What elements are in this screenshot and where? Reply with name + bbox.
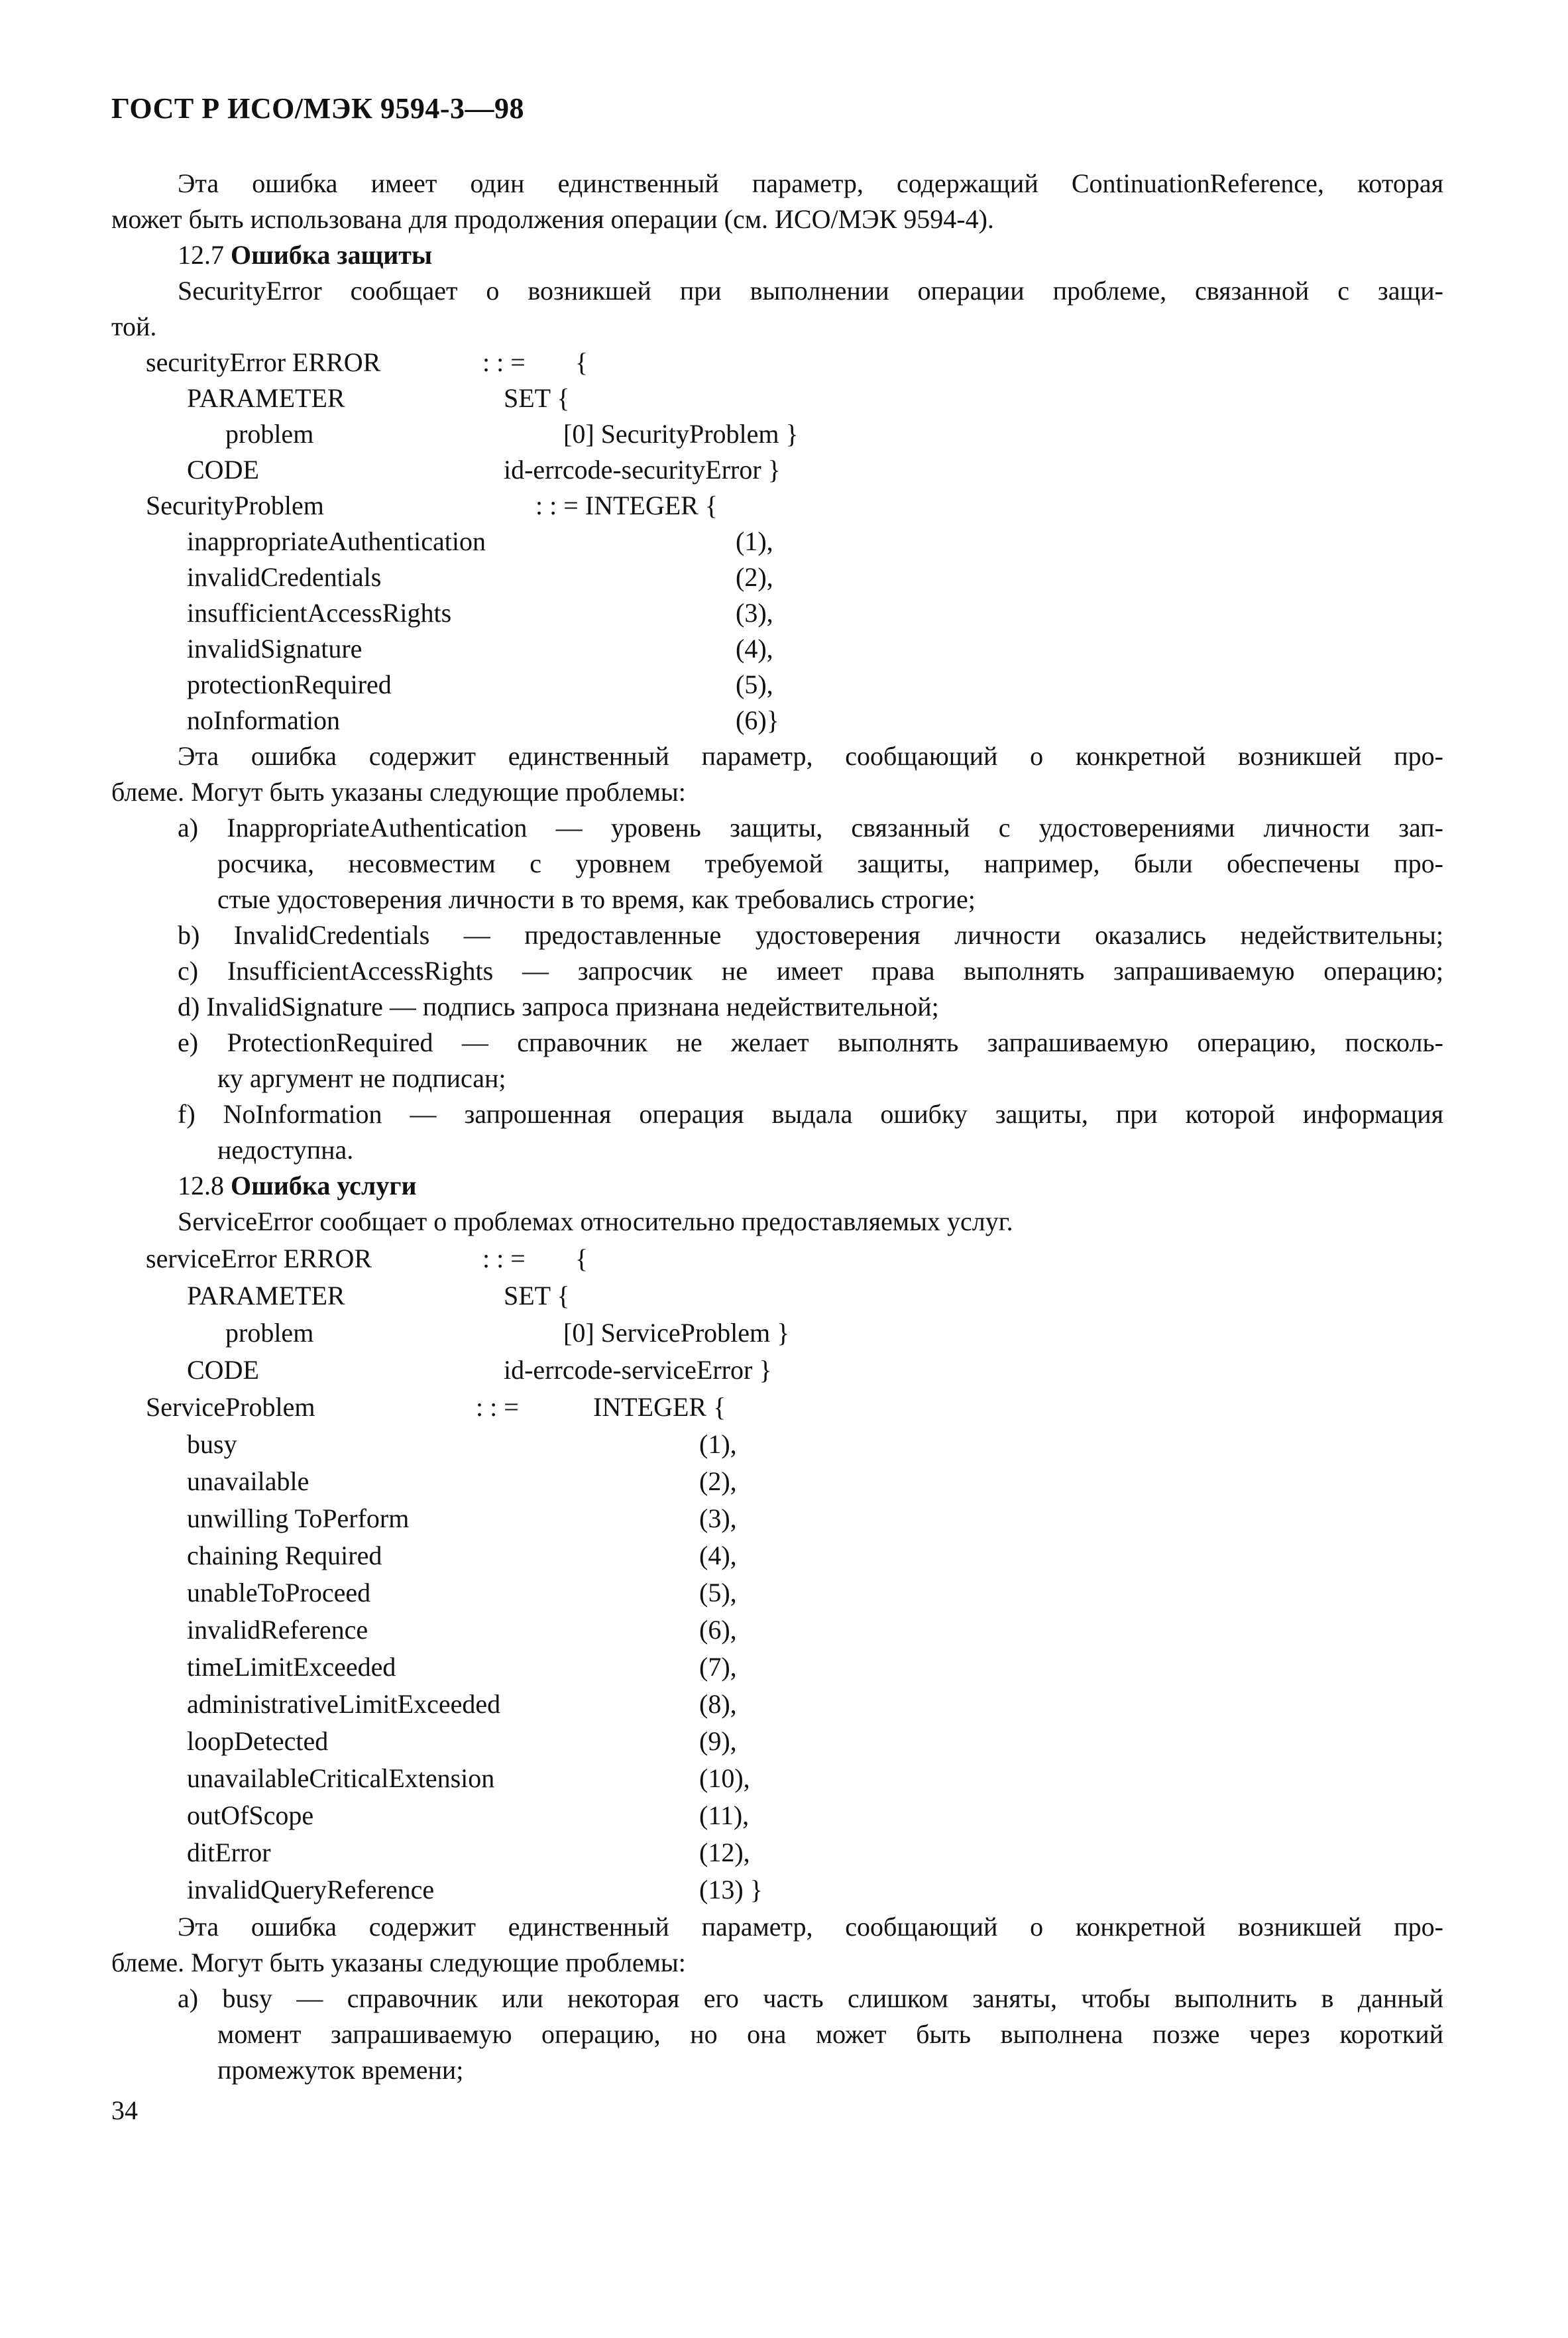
- enum-value: (2),: [699, 1466, 737, 1496]
- enum-value: (3),: [699, 1503, 737, 1533]
- enum-value: (9),: [699, 1726, 737, 1756]
- list-item-cont: недоступна.: [217, 1135, 354, 1165]
- list-item-cont: росчика, несовместим с уровнем требуемой защиты, например, были обеспечены про-: [217, 848, 1443, 878]
- sec127-para-line-2: той.: [111, 312, 157, 341]
- sec127-para-line-1: SecurityError сообщает о возникшей при выполнении операции проблеме, связанной с защи-: [178, 276, 1443, 306]
- list-item-cont: ку аргумент не подписан;: [217, 1063, 506, 1093]
- enum-name: unavailable: [187, 1466, 309, 1496]
- enum-name: protectionRequired: [187, 670, 392, 699]
- enum-value: (11),: [699, 1800, 750, 1830]
- list-item-cont: стые удостоверения личности в то время, как требовались строгие;: [217, 884, 976, 914]
- enum-name: timeLimitExceeded: [187, 1652, 396, 1682]
- asn-problem: problem: [225, 419, 314, 449]
- asn-assign: : : =: [482, 347, 526, 377]
- enum-name: invalidQueryReference: [187, 1875, 435, 1904]
- asn-code: CODE: [187, 455, 259, 485]
- enum-value: (5),: [736, 670, 773, 699]
- list-item: c) InsufficientAccessRights — запросчик не имеет права выполнять запрашиваемую операцию;: [178, 956, 1443, 986]
- enum-name: outOfScope: [187, 1800, 314, 1830]
- enum-value: (8),: [699, 1689, 737, 1719]
- enum-name: chaining Required: [187, 1541, 382, 1570]
- asn-problem: problem: [225, 1318, 314, 1348]
- section-12-8-heading: [178, 1168, 417, 1204]
- asn-parameter: PARAMETER: [187, 1281, 345, 1311]
- asn-serviceproblem: ServiceProblem: [146, 1392, 315, 1422]
- page-number: 34: [111, 2095, 138, 2125]
- section-number: 12.8: [178, 1171, 224, 1200]
- asn-brace: {: [575, 1244, 588, 1273]
- enum-name: inappropriateAuthentication: [187, 526, 486, 556]
- list-item: f) NoInformation — запрошенная операция выдала ошибку защиты, при которой информация: [178, 1099, 1443, 1129]
- enum-value: (6)}: [736, 705, 779, 735]
- enum-name: administrativeLimitExceeded: [187, 1689, 501, 1719]
- asn-assign: : : =: [482, 1244, 526, 1273]
- sec128-after-line-2: блеме. Могут быть указаны следующие проблемы:: [111, 1948, 686, 1977]
- intro-line-2: может быть использована для продолжения операции (см. ИСО/МЭК 9594-4).: [111, 204, 994, 234]
- sec128-after-line-1: Эта ошибка содержит единственный параметр, сообщающий о конкретной возникшей про-: [178, 1912, 1443, 1942]
- list-item: d) InvalidSignature — подпись запроса признана недействительной;: [178, 992, 939, 1022]
- asn-problem-type: [0] ServiceProblem }: [563, 1318, 790, 1348]
- asn-code-value: id-errcode-serviceError }: [504, 1355, 772, 1385]
- sec127-after-line-1: Эта ошибка содержит единственный параметр, сообщающий о конкретной возникшей про-: [178, 741, 1443, 771]
- enum-name: invalidCredentials: [187, 562, 382, 592]
- enum-value: (10),: [699, 1763, 750, 1793]
- section-title: Ошибка защиты: [231, 240, 433, 270]
- enum-name: loopDetected: [187, 1726, 329, 1756]
- asn-brace: {: [575, 347, 588, 377]
- list-item-cont: промежуток времени;: [217, 2055, 464, 2085]
- enum-value: (13) }: [699, 1875, 763, 1904]
- asn-integer: INTEGER {: [593, 1392, 726, 1422]
- page-header: ГОСТ Р ИСО/МЭК 9594-3—98: [111, 92, 525, 125]
- asn-securityproblem: SecurityProblem: [146, 491, 324, 520]
- list-item: a) InappropriateAuthentication — уровень защиты, связанный с удостоверениями личности зап-: [178, 813, 1443, 843]
- sec127-after-line-2: блеме. Могут быть указаны следующие проблемы:: [111, 777, 686, 807]
- enum-value: (7),: [699, 1652, 737, 1682]
- enum-name: ditError: [187, 1838, 271, 1867]
- list-item: b) InvalidCredentials — предоставленные удостоверения личности оказались недействительны;: [178, 920, 1443, 950]
- list-item: a) busy — справочник или некоторая его часть слишком заняты, чтобы выполнить в данный: [178, 1983, 1443, 2013]
- enum-name: unwilling ToPerform: [187, 1503, 410, 1533]
- enum-value: (4),: [699, 1541, 737, 1570]
- enum-name: unavailableCriticalExtension: [187, 1763, 495, 1793]
- asn-code: CODE: [187, 1355, 259, 1385]
- asn-securityproblem-def: : : = INTEGER {: [535, 491, 718, 520]
- asn-code-value: id-errcode-securityError }: [504, 455, 781, 485]
- enum-value: (12),: [699, 1838, 750, 1867]
- asn-assign: : : =: [476, 1392, 519, 1422]
- sec128-para: ServiceError сообщает о проблемах относительно предоставляемых услуг.: [178, 1206, 1013, 1236]
- list-item-cont: момент запрашиваемую операцию, но она может быть выполнена позже через короткий: [217, 2019, 1443, 2049]
- enum-name: busy: [187, 1429, 237, 1459]
- enum-value: (1),: [736, 526, 773, 556]
- enum-value: (6),: [699, 1615, 737, 1645]
- enum-name: invalidSignature: [187, 634, 363, 664]
- enum-value: (1),: [699, 1429, 737, 1459]
- section-12-7-heading: [178, 237, 432, 273]
- enum-value: (5),: [699, 1578, 737, 1607]
- enum-value: (3),: [736, 598, 773, 628]
- enum-name: unableToProceed: [187, 1578, 371, 1607]
- list-item: e) ProtectionRequired — справочник не желает выполнять запрашиваемую операцию, посколь-: [178, 1027, 1443, 1057]
- asn-set: SET {: [504, 383, 570, 413]
- asn-set: SET {: [504, 1281, 570, 1311]
- section-number: 12.7: [178, 240, 224, 270]
- enum-name: noInformation: [187, 705, 341, 735]
- asn-securityerror-name: securityError ERROR: [146, 347, 381, 377]
- enum-value: (4),: [736, 634, 773, 664]
- section-title: Ошибка услуги: [231, 1171, 417, 1200]
- enum-name: invalidReference: [187, 1615, 368, 1645]
- enum-value: (2),: [736, 562, 773, 592]
- asn-problem-type: [0] SecurityProblem }: [563, 419, 799, 449]
- asn-parameter: PARAMETER: [187, 383, 345, 413]
- intro-line-1: Эта ошибка имеет один единственный параметр, содержащий ContinuationReference, которая: [178, 168, 1443, 198]
- asn-serviceerror-name: serviceError ERROR: [146, 1244, 372, 1273]
- enum-name: insufficientAccessRights: [187, 598, 452, 628]
